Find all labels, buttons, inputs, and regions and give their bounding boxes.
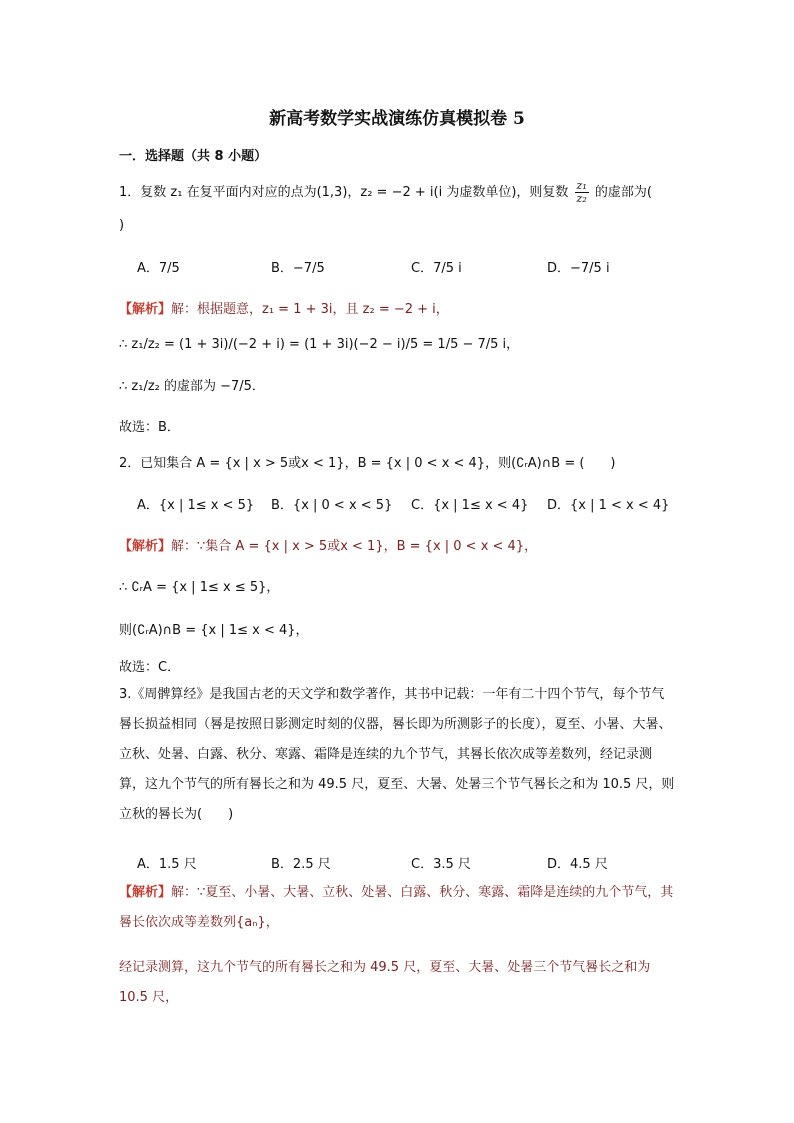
q2-stem: 2．已知集合 A = {x | x > 5或x < 1}，B = {x | 0 < x < 4}，则(∁ᵣA)∩B = ( ): [119, 456, 616, 471]
q3-option-d: D．4.5 尺: [547, 857, 608, 872]
q2-analysis-1-text: 解：∵集合 A = {x | x > 5或x < 1}，B = {x | 0 < x < 4}，: [171, 539, 538, 554]
q1-analysis-1: [119, 298, 449, 317]
q1-analysis-tag: 【解析】: [119, 302, 172, 317]
q1-analysis-3: ∴ z₁/z₂ 的虚部为 −7/5．: [119, 379, 265, 394]
page-title: 新高考数学实战演练仿真模拟卷 5: [269, 109, 525, 129]
q2-option-d: D．{x | 1 < x < 4}: [547, 498, 670, 513]
q2-option-c: C．{x | 1≤ x < 4}: [411, 498, 529, 513]
q1-stem-a: 1．复数 z₁ 在复平面内对应的点为(1,3)，z₂ = −2 + i(i 为虚数单位)，则复数: [119, 185, 569, 200]
q2-analysis-tag: 【解析】: [119, 539, 172, 554]
q2-analysis-3: 则(∁ᵣA)∩B = {x | 1≤ x < 4}，: [119, 623, 309, 638]
q3-stem: 3.《周髀算经》是我国古老的天文学和数学著作，其书中记载：一年有二十四个节气，每个节气晷长损益相同（晷是按照日影测定时刻的仪器，晷长即为所测影子的长度），夏至、小暑、大暑、立秋、处暑、白露、秋分、寒露、霜降是连续的九个节气，其晷长依次成等差数列，经记录测算，这九个节气的所有晷长之和为 49.5 尺，夏至、大暑、处暑三个节气晷长之和为 10.5 尺，则立秋的晷长为( ): [119, 687, 675, 822]
q1-stem-c: ): [119, 218, 125, 233]
q1-option-d: D．−7/5 i: [547, 261, 610, 276]
q2-analysis-1: [119, 535, 537, 554]
q3-analysis-tag: 【解析】: [119, 885, 172, 900]
q1-option-a: A．7/5: [137, 261, 180, 276]
q1-option-b: B．−7/5: [271, 261, 325, 276]
q1-frac-num: z₁: [576, 179, 587, 192]
q1-stem-fraction: [575, 180, 589, 205]
q1-analysis-2: ∴ z₁/z₂ = (1 + 3i)/(−2 + i) = (1 + 3i)(−2 − i)/5 = 1/5 − 7/5 i，: [119, 337, 520, 352]
q3-option-c: C．3.5 尺: [411, 857, 471, 872]
q1-stem-b: 的虚部为(: [594, 185, 652, 200]
q2-option-a: A．{x | 1≤ x < 5}: [137, 498, 255, 513]
q1-stem: [119, 180, 652, 205]
section-heading: 一．选择题（共 8 小题）: [119, 149, 268, 164]
q2-option-b: B．{x | 0 < x < 5}: [271, 498, 393, 513]
q3-analysis-1: [119, 878, 675, 938]
q2-answer: 故选：C．: [119, 660, 181, 675]
q1-answer: 故选：B．: [119, 420, 180, 435]
q1-analysis-1-text: 解：根据题意，z₁ = 1 + 3i，且 z₂ = −2 + i，: [171, 302, 449, 317]
q3-analysis-1-text: 解：∵夏至、小暑、大暑、立秋、处暑、白露、秋分、寒露、霜降是连续的九个节气，其晷长依次成等差数列{aₙ}，: [119, 885, 674, 930]
q3-option-b: B．2.5 尺: [271, 857, 331, 872]
q3-option-a: A．1.5 尺: [137, 857, 197, 872]
q3-analysis-2: 经记录测算，这九个节气的所有晷长之和为 49.5 尺，夏至、大暑、处暑三个节气晷长之和为 10.5 尺，: [119, 960, 651, 1005]
q1-option-c: C．7/5 i: [411, 261, 462, 276]
q2-analysis-2: ∴ ∁ᵣA = {x | 1≤ x ≤ 5}，: [119, 580, 280, 595]
q1-frac-den: z₂: [576, 192, 587, 205]
